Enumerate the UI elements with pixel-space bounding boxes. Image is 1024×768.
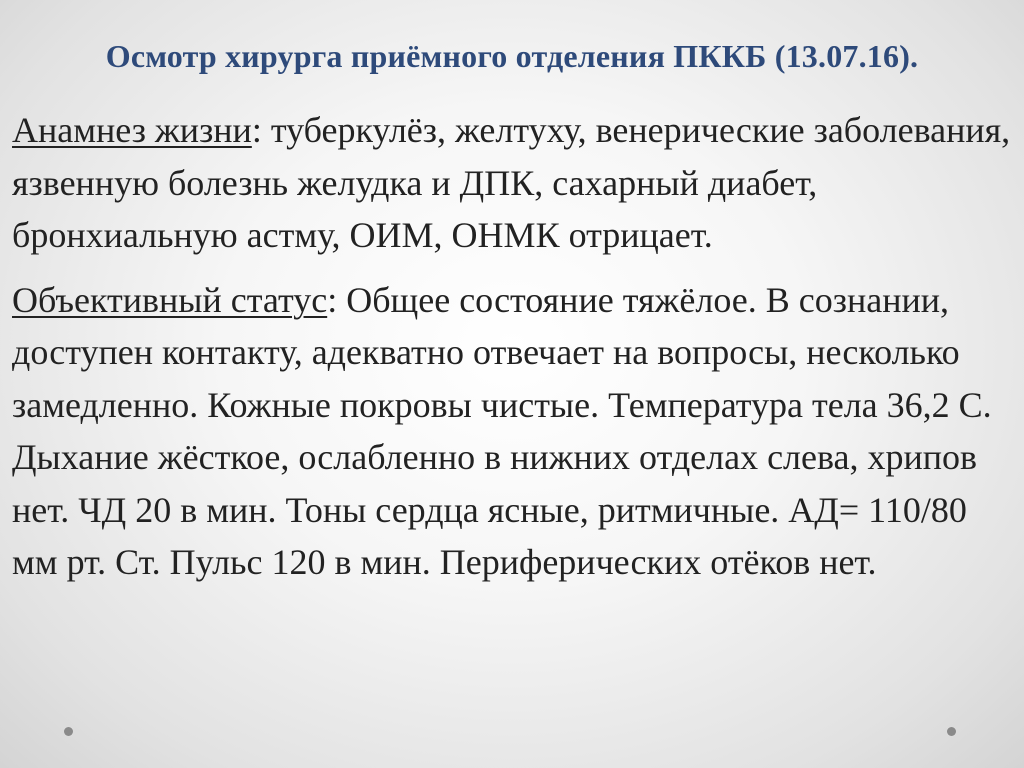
objective-status-separator: : bbox=[327, 279, 338, 320]
paragraph-objective-status bbox=[12, 274, 1012, 589]
slide-body bbox=[12, 104, 1012, 601]
slide-title: Осмотр хирурга приёмного отделения ПККБ (13.07.16). bbox=[105, 38, 919, 74]
decorative-dot-left bbox=[64, 727, 73, 736]
life-history-heading: Анамнез жизни bbox=[12, 110, 252, 150]
objective-status-text: Общее состояние тяжёлое. В сознании, доступен контакту, адекватно отвечает на вопросы, несколько замедленно. Кожные покровы чистые. Температура тела 36,2 С. Дыхание жёсткое, ослабленно в нижних отделах слева, хрипов нет. ЧД 20 в мин. Тоны сердца ясные, ритмичные. АД= 110/80 мм рт. Ст. Пульс 120 в мин. Периферических отёков нет. bbox=[12, 279, 992, 582]
objective-status-heading: Объективный статус bbox=[12, 279, 328, 320]
paragraph-life-history bbox=[12, 104, 1012, 262]
life-history-separator: : bbox=[251, 110, 262, 150]
life-history-text: туберкулёз, желтуху, венерические заболевания, язвенную болезнь желудка и ДПК, сахарный диабет, бронхиальную астму, ОИМ, ОНМК отрицает. bbox=[12, 110, 1011, 255]
decorative-dot-right bbox=[947, 727, 956, 736]
